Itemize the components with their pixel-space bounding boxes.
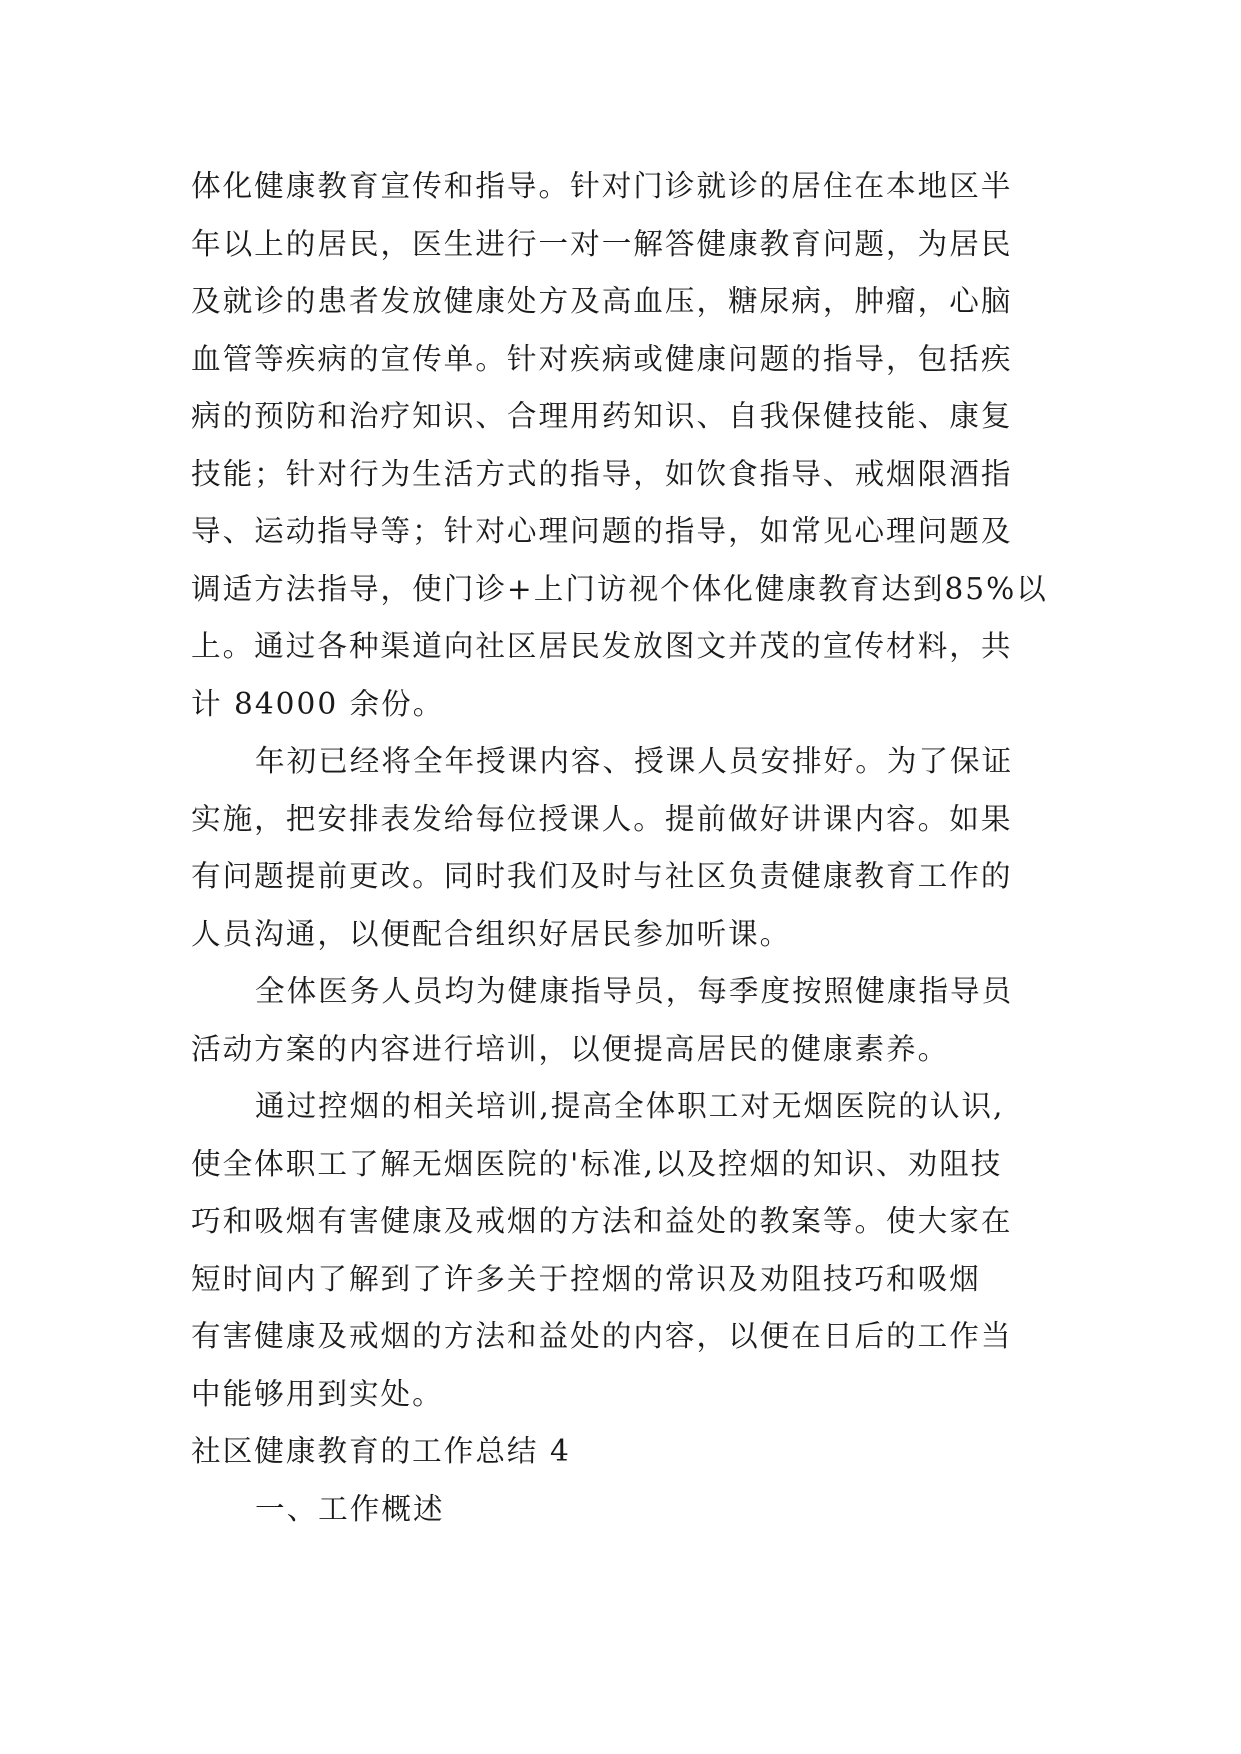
paragraph-2 [191,733,1049,963]
text-line: 通过控烟的相关培训,提高全体职工对无烟医院的认识, [255,1089,1005,1123]
text-line: 及就诊的患者发放健康处方及高血压，糖尿病，肿瘤，心脑 [191,284,1013,318]
text-line: 病的预防和治疗知识、合理用药知识、自我保健技能、康复 [191,399,1013,433]
text-line: 全体医务人员均为健康指导员，每季度按照健康指导员 [255,974,1014,1008]
text-line: 导、运动指导等；针对心理问题的指导，如常见心理问题及 [191,514,1013,548]
text-line: 上。通过各种渠道向社区居民发放图文并茂的宣传材料，共 [191,629,1013,663]
document-body [191,158,1049,1538]
text-line: 有问题提前更改。同时我们及时与社区负责健康教育工作的 [191,859,1013,893]
text-line: 巧和吸烟有害健康及戒烟的方法和益处的教案等。使大家在 [191,1204,1013,1238]
subsection-title: 一、工作概述 [255,1491,445,1526]
text-line: 人员沟通，以便配合组织好居民参加听课。 [191,916,792,951]
paragraph-1 [191,158,1049,733]
text-line: 使全体职工了解无烟医院的'标准,以及控烟的知识、劝阻技 [191,1146,1003,1181]
text-line: 中能够用到实处。 [191,1376,444,1411]
paragraph-3 [191,963,1049,1078]
text-line: 短时间内了解到了许多关于控烟的常识及劝阻技巧和吸烟 [191,1261,981,1296]
text-line: 调适方法指导，使门诊+上门访视个体化健康教育达到85%以 [191,571,1048,606]
text-line: 计 84000 余份。 [191,686,445,721]
paragraph-4 [191,1078,1049,1423]
text-line: 有害健康及戒烟的方法和益处的内容，以便在日后的工作当 [191,1319,1013,1353]
text-line: 年初已经将全年授课内容、授课人员安排好。为了保证 [255,744,1014,778]
text-line: 体化健康教育宣传和指导。针对门诊就诊的居住在本地区半 [191,169,1013,203]
text-line: 年以上的居民，医生进行一对一解答健康教育问题，为居民 [191,226,1013,261]
text-line: 活动方案的内容进行培训，以便提高居民的健康素养。 [191,1031,950,1066]
text-line: 实施，把安排表发给每位授课人。提前做好讲课内容。如果 [191,801,1013,836]
text-line: 技能；针对行为生活方式的指导，如饮食指导、戒烟限酒指 [191,456,1013,491]
section-title: 社区健康教育的工作总结 4 [191,1434,571,1468]
text-line: 血管等疾病的宣传单。针对疾病或健康问题的指导，包括疾 [191,341,1013,376]
